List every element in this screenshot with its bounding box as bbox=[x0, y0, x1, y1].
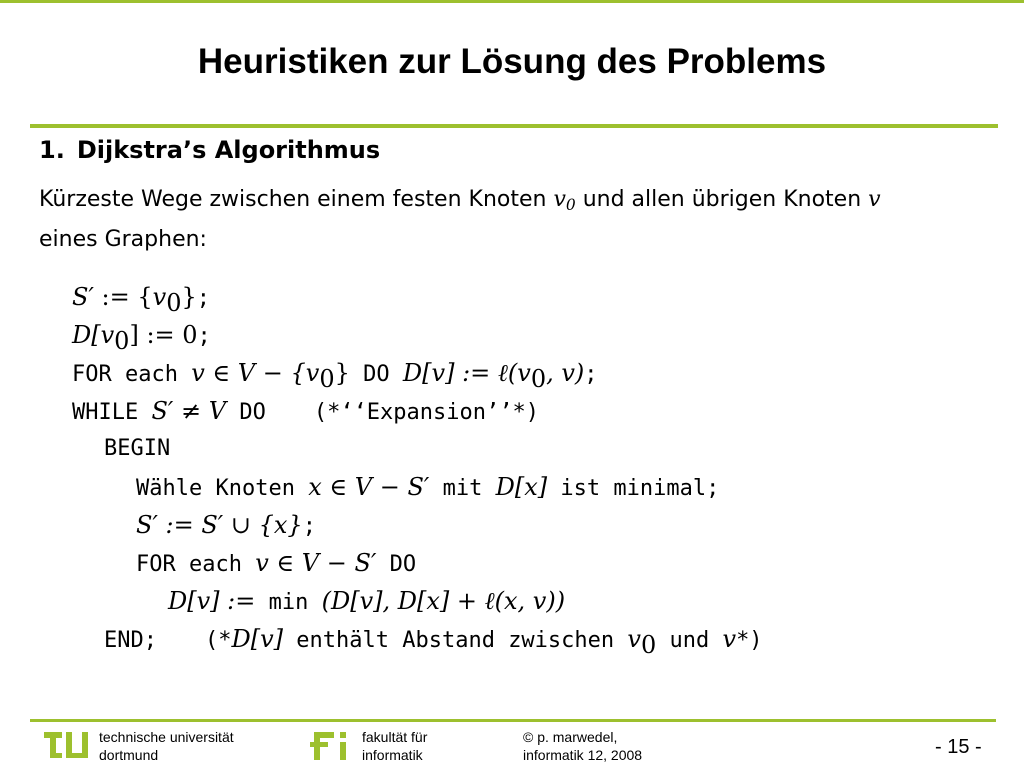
fi-logo-icon bbox=[310, 726, 356, 764]
code-line-1: S′ := $\{v_0\}$; bbox=[72, 283, 210, 317]
description-text-3: eines Graphen: bbox=[39, 227, 207, 252]
description-text-2: und allen übrigen Knoten bbox=[582, 187, 862, 212]
description bbox=[39, 180, 999, 260]
footer-faculty-line-1: fakultät für bbox=[362, 729, 428, 745]
code-line-8: FOR each v ∈ V − S′ DO bbox=[136, 549, 417, 577]
code-line-10: END; (*D[v] enthält Abstand zwischen $v_0$ und v*) bbox=[104, 625, 763, 659]
code-line-4: WHILE S′ ≠ V DO (*‘‘Expansion’’*) bbox=[72, 397, 539, 425]
footer-university-line-2: dortmund bbox=[99, 747, 159, 763]
footer-faculty-line-2: informatik bbox=[362, 747, 423, 763]
footer-copyright bbox=[523, 728, 642, 764]
section-number: 1. bbox=[39, 136, 65, 164]
code-line-2: $D[v_0]$ := 0; bbox=[72, 321, 211, 355]
footer-copyright-line-2: informatik 12, 2008 bbox=[523, 747, 643, 763]
math-v0: $v_0$ bbox=[553, 187, 576, 214]
code-line-6: Wähle Knoten x ∈ V − S′ mit D[x] ist minimal; bbox=[136, 473, 720, 501]
description-text-1: Kürzeste Wege zwischen einem festen Knoten bbox=[39, 187, 547, 212]
tu-logo-icon bbox=[44, 726, 90, 764]
title-divider bbox=[30, 124, 998, 128]
algorithm-block bbox=[72, 278, 763, 658]
footer-divider bbox=[30, 719, 996, 722]
footer-university bbox=[99, 728, 234, 764]
footer-faculty bbox=[362, 728, 427, 764]
math-v: v bbox=[868, 187, 881, 212]
code-line-7: S′ := S′ ∪ {x}; bbox=[136, 511, 316, 539]
section-heading bbox=[39, 136, 380, 164]
page-number: - 15 - bbox=[935, 736, 982, 758]
code-line-9: D[v] := min (D[v], D[x] + ℓ(x, v)) bbox=[168, 587, 566, 615]
top-divider bbox=[0, 0, 1024, 3]
footer-copyright-line-1: © p. marwedel, bbox=[523, 729, 618, 745]
slide-title: Heuristiken zur Lösung des Problems bbox=[197, 42, 827, 81]
code-line-3: FOR each v ∈ $V - \{v_0\}$ DO D[v] := $\ell(v_0$, v); bbox=[72, 359, 598, 393]
section-title: Dijkstra’s Algorithmus bbox=[76, 136, 381, 164]
code-line-5: BEGIN bbox=[104, 436, 171, 461]
footer-university-line-1: technische universität bbox=[99, 729, 234, 745]
